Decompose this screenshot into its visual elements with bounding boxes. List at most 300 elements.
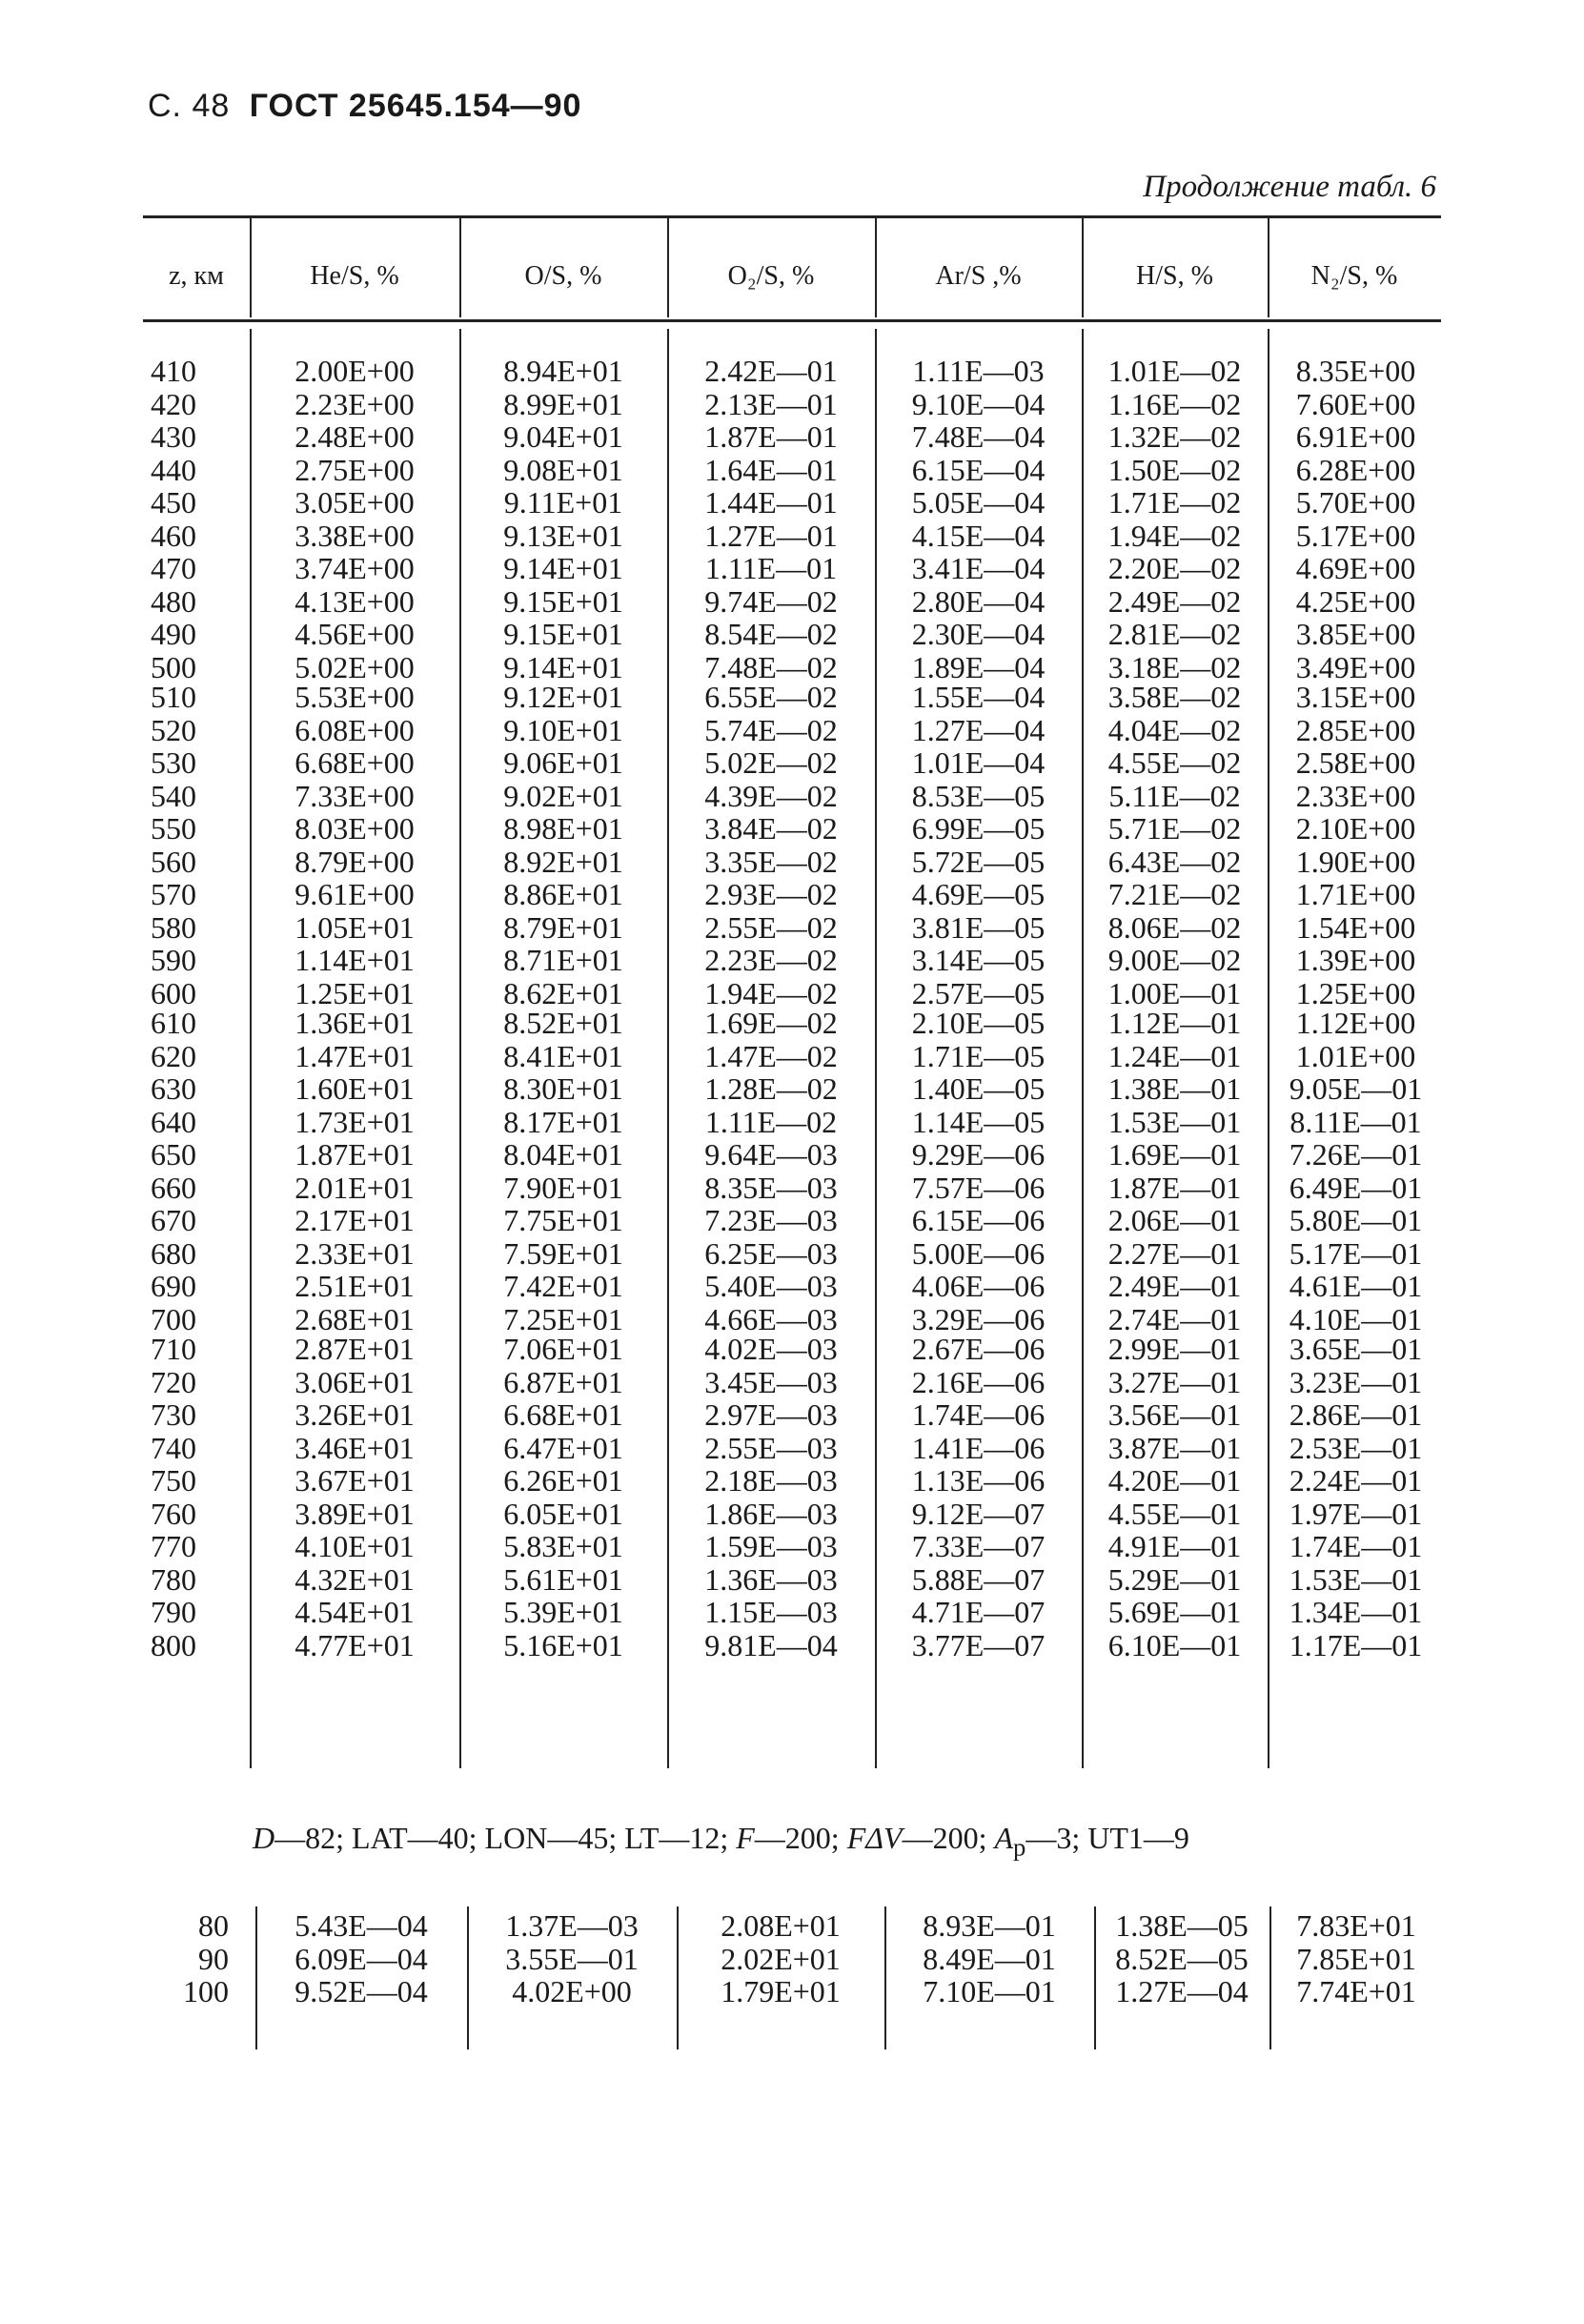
value-cell: 2.17E+01 [294,1203,415,1237]
value-cell: 6.49E—01 [1289,1170,1423,1205]
value-cell: 1.32E—02 [1107,419,1242,454]
value-cell: 2.33E+01 [294,1235,415,1271]
altitude-cell: 560 [151,844,196,879]
value-cell: 1.13E—06 [911,1463,1046,1498]
value-cell: 1.40E—05 [911,1071,1046,1106]
value-cell: 3.45E—03 [704,1364,838,1399]
table-row [0,1333,1584,1366]
altitude-cell: 630 [151,1071,196,1106]
value-cell: 2.99E—01 [1107,1332,1242,1366]
value-cell: 6.15E—06 [911,1203,1046,1237]
value-cell: 7.83E+01 [1296,1908,1416,1943]
value-cell: 6.25E—03 [704,1235,838,1271]
value-cell: 7.75E+01 [503,1203,623,1237]
value-cell: 9.12E—07 [911,1496,1046,1531]
value-cell: 6.55E—02 [704,680,838,714]
value-cell: 6.99E—05 [911,811,1046,846]
value-cell: 5.40E—03 [704,1269,838,1303]
altitude-cell: 520 [151,712,196,747]
value-cell: 1.86E—03 [704,1496,838,1531]
altitude-cell: 610 [151,1006,196,1040]
column-header: O₂/S, % [727,261,815,291]
value-cell: 5.02E+00 [294,649,415,684]
value-cell: 1.97E—01 [1289,1496,1423,1531]
table-row [0,1040,1584,1073]
table-row [0,1303,1584,1336]
table-row [0,618,1584,651]
altitude-cell: 480 [151,583,196,619]
value-cell: 7.57E—06 [911,1170,1046,1205]
value-cell: 8.52E+01 [503,1006,623,1040]
value-cell: 6.08E+00 [294,712,415,747]
table-top-rule [143,215,1441,218]
altitude-cell: 770 [151,1529,196,1563]
value-cell: 1.39E+00 [1295,943,1416,977]
altitude-cell: 590 [151,943,196,977]
value-cell: 7.23E—03 [704,1203,838,1237]
page-header [148,88,581,125]
param-ap-sub: p [1013,1832,1026,1862]
altitude-cell: 90 [198,1941,229,1976]
value-cell: 3.49E+00 [1295,649,1416,684]
value-cell: 1.73E+01 [294,1104,415,1139]
value-cell: 2.74E—01 [1107,1301,1242,1336]
altitude-cell: 720 [151,1364,196,1399]
value-cell: 8.17E+01 [503,1104,623,1139]
table-row [0,651,1584,684]
value-cell: 2.10E—05 [911,1006,1046,1040]
value-cell: 7.26E—01 [1289,1137,1423,1172]
value-cell: 2.00E+00 [294,354,415,388]
value-cell: 7.25E+01 [503,1301,623,1336]
value-cell: 2.80E—04 [911,583,1046,619]
value-cell: 4.54E+01 [294,1595,415,1629]
value-cell: 8.93E—01 [923,1908,1056,1943]
value-cell: 1.54E+00 [1295,909,1416,945]
value-cell: 1.71E—02 [1107,485,1242,520]
value-cell: 3.65E—01 [1289,1332,1423,1366]
value-cell: 6.68E+00 [294,745,415,780]
value-cell: 7.33E—07 [911,1529,1046,1563]
table-row [0,1138,1584,1172]
value-cell: 5.17E—01 [1289,1235,1423,1271]
value-cell: 2.55E—02 [704,909,838,945]
value-cell: 8.41E+01 [503,1038,623,1073]
table-row [0,1498,1584,1531]
value-cell: 2.16E—06 [911,1364,1046,1399]
value-cell: 1.01E—04 [911,745,1046,780]
table-row [0,780,1584,813]
column-header: He/S, % [310,261,399,291]
value-cell: 2.87E+01 [294,1332,415,1366]
value-cell: 4.32E+01 [294,1561,415,1597]
value-cell: 1.59E—03 [704,1529,838,1563]
value-cell: 1.94E—02 [1107,518,1242,553]
table2-row [0,1975,1584,2008]
value-cell: 8.03E+00 [294,811,415,846]
value-cell: 5.88E—07 [911,1561,1046,1597]
table-row [0,1172,1584,1205]
altitude-cell: 490 [151,617,196,651]
altitude-cell: 730 [151,1397,196,1432]
value-cell: 1.27E—04 [911,712,1046,747]
value-cell: 9.11E+01 [503,485,623,520]
value-cell: 2.58E+00 [1295,745,1416,780]
altitude-cell: 670 [151,1203,196,1237]
value-cell: 2.49E—01 [1107,1269,1242,1303]
altitude-cell: 600 [151,975,196,1010]
table-row [0,355,1584,388]
table-row [0,585,1584,619]
table-row [0,812,1584,846]
altitude-cell: 620 [151,1038,196,1073]
value-cell: 8.30E+01 [503,1071,623,1106]
altitude-cell: 510 [151,680,196,714]
altitude-cell: 550 [151,811,196,846]
value-cell: 1.00E—01 [1107,975,1242,1010]
value-cell: 7.10E—01 [923,1974,1056,2008]
value-cell: 3.06E+01 [294,1364,415,1399]
value-cell: 1.36E—03 [704,1561,838,1597]
table-row [0,1530,1584,1563]
value-cell: 5.72E—05 [911,844,1046,879]
value-cell: 2.08E+01 [721,1908,841,1943]
value-cell: 1.50E—02 [1107,452,1242,487]
value-cell: 5.00E—06 [911,1235,1046,1271]
altitude-cell: 710 [151,1332,196,1366]
value-cell: 1.89E—04 [911,649,1046,684]
value-cell: 2.24E—01 [1289,1463,1423,1498]
value-cell: 4.06E—06 [911,1269,1046,1303]
value-cell: 1.12E—01 [1107,1006,1242,1040]
value-cell: 9.14E+01 [503,649,623,684]
table-row [0,1366,1584,1399]
value-cell: 4.69E+00 [1295,551,1416,585]
value-cell: 2.20E—02 [1107,551,1242,585]
column-header: N₂/S, % [1310,261,1398,291]
value-cell: 9.10E—04 [911,386,1046,421]
column-header: Ar/S ,% [935,261,1022,291]
value-cell: 5.83E+01 [503,1529,623,1563]
value-cell: 8.94E+01 [503,354,623,388]
value-cell: 6.26E+01 [503,1463,623,1498]
value-cell: 1.94E—02 [704,975,838,1010]
value-cell: 2.10E+00 [1295,811,1416,846]
value-cell: 3.15E+00 [1295,680,1416,714]
value-cell: 5.74E—02 [704,712,838,747]
altitude-cell: 790 [151,1595,196,1629]
value-cell: 4.56E+00 [294,617,415,651]
altitude-cell: 450 [151,485,196,520]
value-cell: 1.53E—01 [1107,1104,1242,1139]
value-cell: 8.04E+01 [503,1137,623,1172]
value-cell: 2.68E+01 [294,1301,415,1336]
table-row [0,746,1584,780]
param-fdv: FΔV [846,1821,903,1855]
table-row [0,1398,1584,1432]
value-cell: 6.09E—04 [294,1941,428,1976]
value-cell: 8.79E+01 [503,909,623,945]
param-d: D [253,1821,275,1855]
value-cell: 4.13E+00 [294,583,415,619]
value-cell: 9.61E+00 [294,877,415,911]
value-cell: 6.91E+00 [1295,419,1416,454]
value-cell: 3.26E+01 [294,1397,415,1432]
value-cell: 3.55E—01 [505,1941,639,1976]
altitude-cell: 410 [151,354,196,388]
param-d-value: —82; LAT—40; LON—45; LT—12; [274,1821,737,1855]
table-row [0,681,1584,714]
value-cell: 6.10E—01 [1107,1627,1242,1662]
value-cell: 1.87E—01 [1107,1170,1242,1205]
table-row [0,486,1584,520]
value-cell: 2.85E+00 [1295,712,1416,747]
value-cell: 5.43E—04 [294,1908,428,1943]
value-cell: 3.74E+00 [294,551,415,585]
value-cell: 5.71E—02 [1107,811,1242,846]
value-cell: 3.77E—07 [911,1627,1046,1662]
value-cell: 8.86E+01 [503,877,623,911]
value-cell: 4.55E—01 [1107,1496,1242,1531]
value-cell: 8.54E—02 [704,617,838,651]
value-cell: 1.71E—05 [911,1038,1046,1073]
value-cell: 9.08E+01 [503,452,623,487]
value-cell: 1.60E+01 [294,1071,415,1106]
table-row [0,911,1584,945]
value-cell: 7.85E+01 [1296,1941,1416,1976]
value-cell: 4.25E+00 [1295,583,1416,619]
value-cell: 1.25E+00 [1295,975,1416,1010]
page-number: С. 48 [148,88,231,124]
value-cell: 1.64E—01 [704,452,838,487]
model-parameters [253,1821,1189,1862]
value-cell: 8.92E+01 [503,844,623,879]
value-cell: 9.81E—04 [704,1627,838,1662]
header-bottom-rule [143,319,1441,322]
value-cell: 9.04E+01 [503,419,623,454]
param-f: F [736,1821,755,1855]
value-cell: 1.24E—01 [1107,1038,1242,1073]
value-cell: 1.11E—03 [912,354,1045,388]
table-row [0,1270,1584,1303]
value-cell: 7.42E+01 [503,1269,623,1303]
value-cell: 5.80E—01 [1289,1203,1423,1237]
table-row [0,846,1584,879]
value-cell: 8.62E+01 [503,975,623,1010]
value-cell: 7.74E+01 [1296,1974,1416,2008]
value-cell: 1.79E+01 [721,1974,841,2008]
value-cell: 1.87E—01 [704,419,838,454]
value-cell: 5.61E+01 [503,1561,623,1597]
value-cell: 3.87E—01 [1107,1430,1242,1465]
value-cell: 3.27E—01 [1107,1364,1242,1399]
value-cell: 9.64E—03 [704,1137,838,1172]
value-cell: 5.53E+00 [294,680,415,714]
value-cell: 8.49E—01 [923,1941,1056,1976]
value-cell: 7.21E—02 [1107,877,1242,911]
value-cell: 2.42E—01 [704,354,838,388]
value-cell: 8.71E+01 [503,943,623,977]
table-row [0,454,1584,487]
value-cell: 4.02E—03 [704,1332,838,1366]
table-row [0,520,1584,553]
value-cell: 8.99E+01 [503,386,623,421]
value-cell: 1.47E—02 [704,1038,838,1073]
value-cell: 1.27E—04 [1115,1974,1249,2008]
value-cell: 2.75E+00 [294,452,415,487]
altitude-cell: 420 [151,386,196,421]
value-cell: 4.77E+01 [294,1627,415,1662]
altitude-cell: 440 [151,452,196,487]
altitude-cell: 500 [151,649,196,684]
value-cell: 2.67E—06 [911,1332,1046,1366]
altitude-cell: 460 [151,518,196,553]
value-cell: 8.06E—02 [1107,909,1242,945]
value-cell: 6.28E+00 [1295,452,1416,487]
value-cell: 1.55E—04 [911,680,1046,714]
value-cell: 9.29E—06 [911,1137,1046,1172]
altitude-cell: 760 [151,1496,196,1531]
value-cell: 4.10E—01 [1289,1301,1423,1336]
value-cell: 2.23E—02 [704,943,838,977]
value-cell: 7.33E+00 [294,778,415,813]
value-cell: 1.01E+00 [1295,1038,1416,1073]
table-row [0,1629,1584,1662]
altitude-cell: 540 [151,778,196,813]
altitude-cell: 640 [151,1104,196,1139]
table-row [0,878,1584,911]
altitude-cell: 780 [151,1561,196,1597]
value-cell: 2.02E+01 [721,1941,841,1976]
value-cell: 8.11E—01 [1290,1104,1422,1139]
value-cell: 2.48E+00 [294,419,415,454]
altitude-cell: 570 [151,877,196,911]
value-cell: 6.87E+01 [503,1364,623,1399]
value-cell: 1.87E+01 [294,1137,415,1172]
value-cell: 9.05E—01 [1289,1071,1423,1106]
altitude-cell: 750 [151,1463,196,1498]
table-row [0,1106,1584,1139]
value-cell: 9.74E—02 [704,583,838,619]
value-cell: 1.11E—02 [704,1104,838,1139]
value-cell: 9.12E+01 [503,680,623,714]
value-cell: 7.59E+01 [503,1235,623,1271]
value-cell: 5.17E+00 [1295,518,1416,553]
table-row [0,1563,1584,1597]
value-cell: 1.11E—01 [704,551,838,585]
table-row [0,1464,1584,1498]
value-cell: 1.34E—01 [1289,1595,1423,1629]
value-cell: 6.68E+01 [503,1397,623,1432]
param-f-value: —200; [754,1821,847,1855]
column-header: O/S, % [524,261,602,291]
value-cell: 2.27E—01 [1107,1235,1242,1271]
value-cell: 2.18E—03 [704,1463,838,1498]
table-row [0,388,1584,421]
value-cell: 3.38E+00 [294,518,415,553]
table-row [0,1237,1584,1271]
value-cell: 4.66E—03 [704,1301,838,1336]
value-cell: 1.41E—06 [911,1430,1046,1465]
value-cell: 5.69E—01 [1107,1595,1242,1629]
table2-row [0,1943,1584,1976]
altitude-cell: 100 [183,1974,229,2008]
value-cell: 6.05E+01 [503,1496,623,1531]
value-cell: 1.25E+01 [294,975,415,1010]
param-fdv-value: —200; [902,1821,995,1855]
value-cell: 2.13E—01 [704,386,838,421]
value-cell: 1.37E—03 [505,1908,639,1943]
value-cell: 1.74E—01 [1289,1529,1423,1563]
value-cell: 1.27E—01 [704,518,838,553]
value-cell: 2.86E—01 [1289,1397,1423,1432]
altitude-cell: 680 [151,1235,196,1271]
value-cell: 1.38E—01 [1107,1071,1242,1106]
value-cell: 4.69E—05 [911,877,1046,911]
value-cell: 4.39E—02 [704,778,838,813]
altitude-cell: 700 [151,1301,196,1336]
value-cell: 6.15E—04 [911,452,1046,487]
value-cell: 1.15E—03 [704,1595,838,1629]
value-cell: 2.06E—01 [1107,1203,1242,1237]
value-cell: 1.01E—02 [1107,354,1242,388]
value-cell: 5.70E+00 [1295,485,1416,520]
table-row [0,552,1584,585]
value-cell: 1.71E+00 [1295,877,1416,911]
param-ap-value: —3; UT1—9 [1026,1821,1189,1855]
value-cell: 5.39E+01 [503,1595,623,1629]
value-cell: 7.06E+01 [503,1332,623,1366]
value-cell: 2.53E—01 [1289,1430,1423,1465]
value-cell: 3.84E—02 [704,811,838,846]
altitude-cell: 430 [151,419,196,454]
value-cell: 3.05E+00 [294,485,415,520]
value-cell: 1.74E—06 [911,1397,1046,1432]
value-cell: 9.15E+01 [503,583,623,619]
value-cell: 8.53E—05 [911,778,1046,813]
value-cell: 1.14E—05 [911,1104,1046,1139]
value-cell: 3.18E—02 [1107,649,1242,684]
column-header: z, км [169,261,224,291]
value-cell: 3.46E+01 [294,1430,415,1465]
value-cell: 3.23E—01 [1289,1364,1423,1399]
value-cell: 4.91E—01 [1107,1529,1242,1563]
value-cell: 1.28E—02 [704,1071,838,1106]
table-caption: Продолжение табл. 6 [1143,170,1436,204]
value-cell: 3.89E+01 [294,1496,415,1531]
table-row [0,1007,1584,1040]
altitude-cell: 660 [151,1170,196,1205]
value-cell: 7.90E+01 [503,1170,623,1205]
column-header: H/S, % [1136,261,1213,291]
value-cell: 2.93E—02 [704,877,838,911]
table2-row [0,1909,1584,1943]
table-row [0,1596,1584,1629]
value-cell: 2.30E—04 [911,617,1046,651]
value-cell: 1.38E—05 [1115,1908,1249,1943]
altitude-cell: 530 [151,745,196,780]
table-row [0,944,1584,977]
value-cell: 6.43E—02 [1107,844,1242,879]
value-cell: 7.60E+00 [1295,386,1416,421]
value-cell: 4.55E—02 [1107,745,1242,780]
value-cell: 9.14E+01 [503,551,623,585]
table-row [0,1432,1584,1465]
table-row [0,1204,1584,1237]
altitude-cell: 80 [198,1908,229,1943]
value-cell: 2.81E—02 [1107,617,1242,651]
value-cell: 1.90E+00 [1295,844,1416,879]
